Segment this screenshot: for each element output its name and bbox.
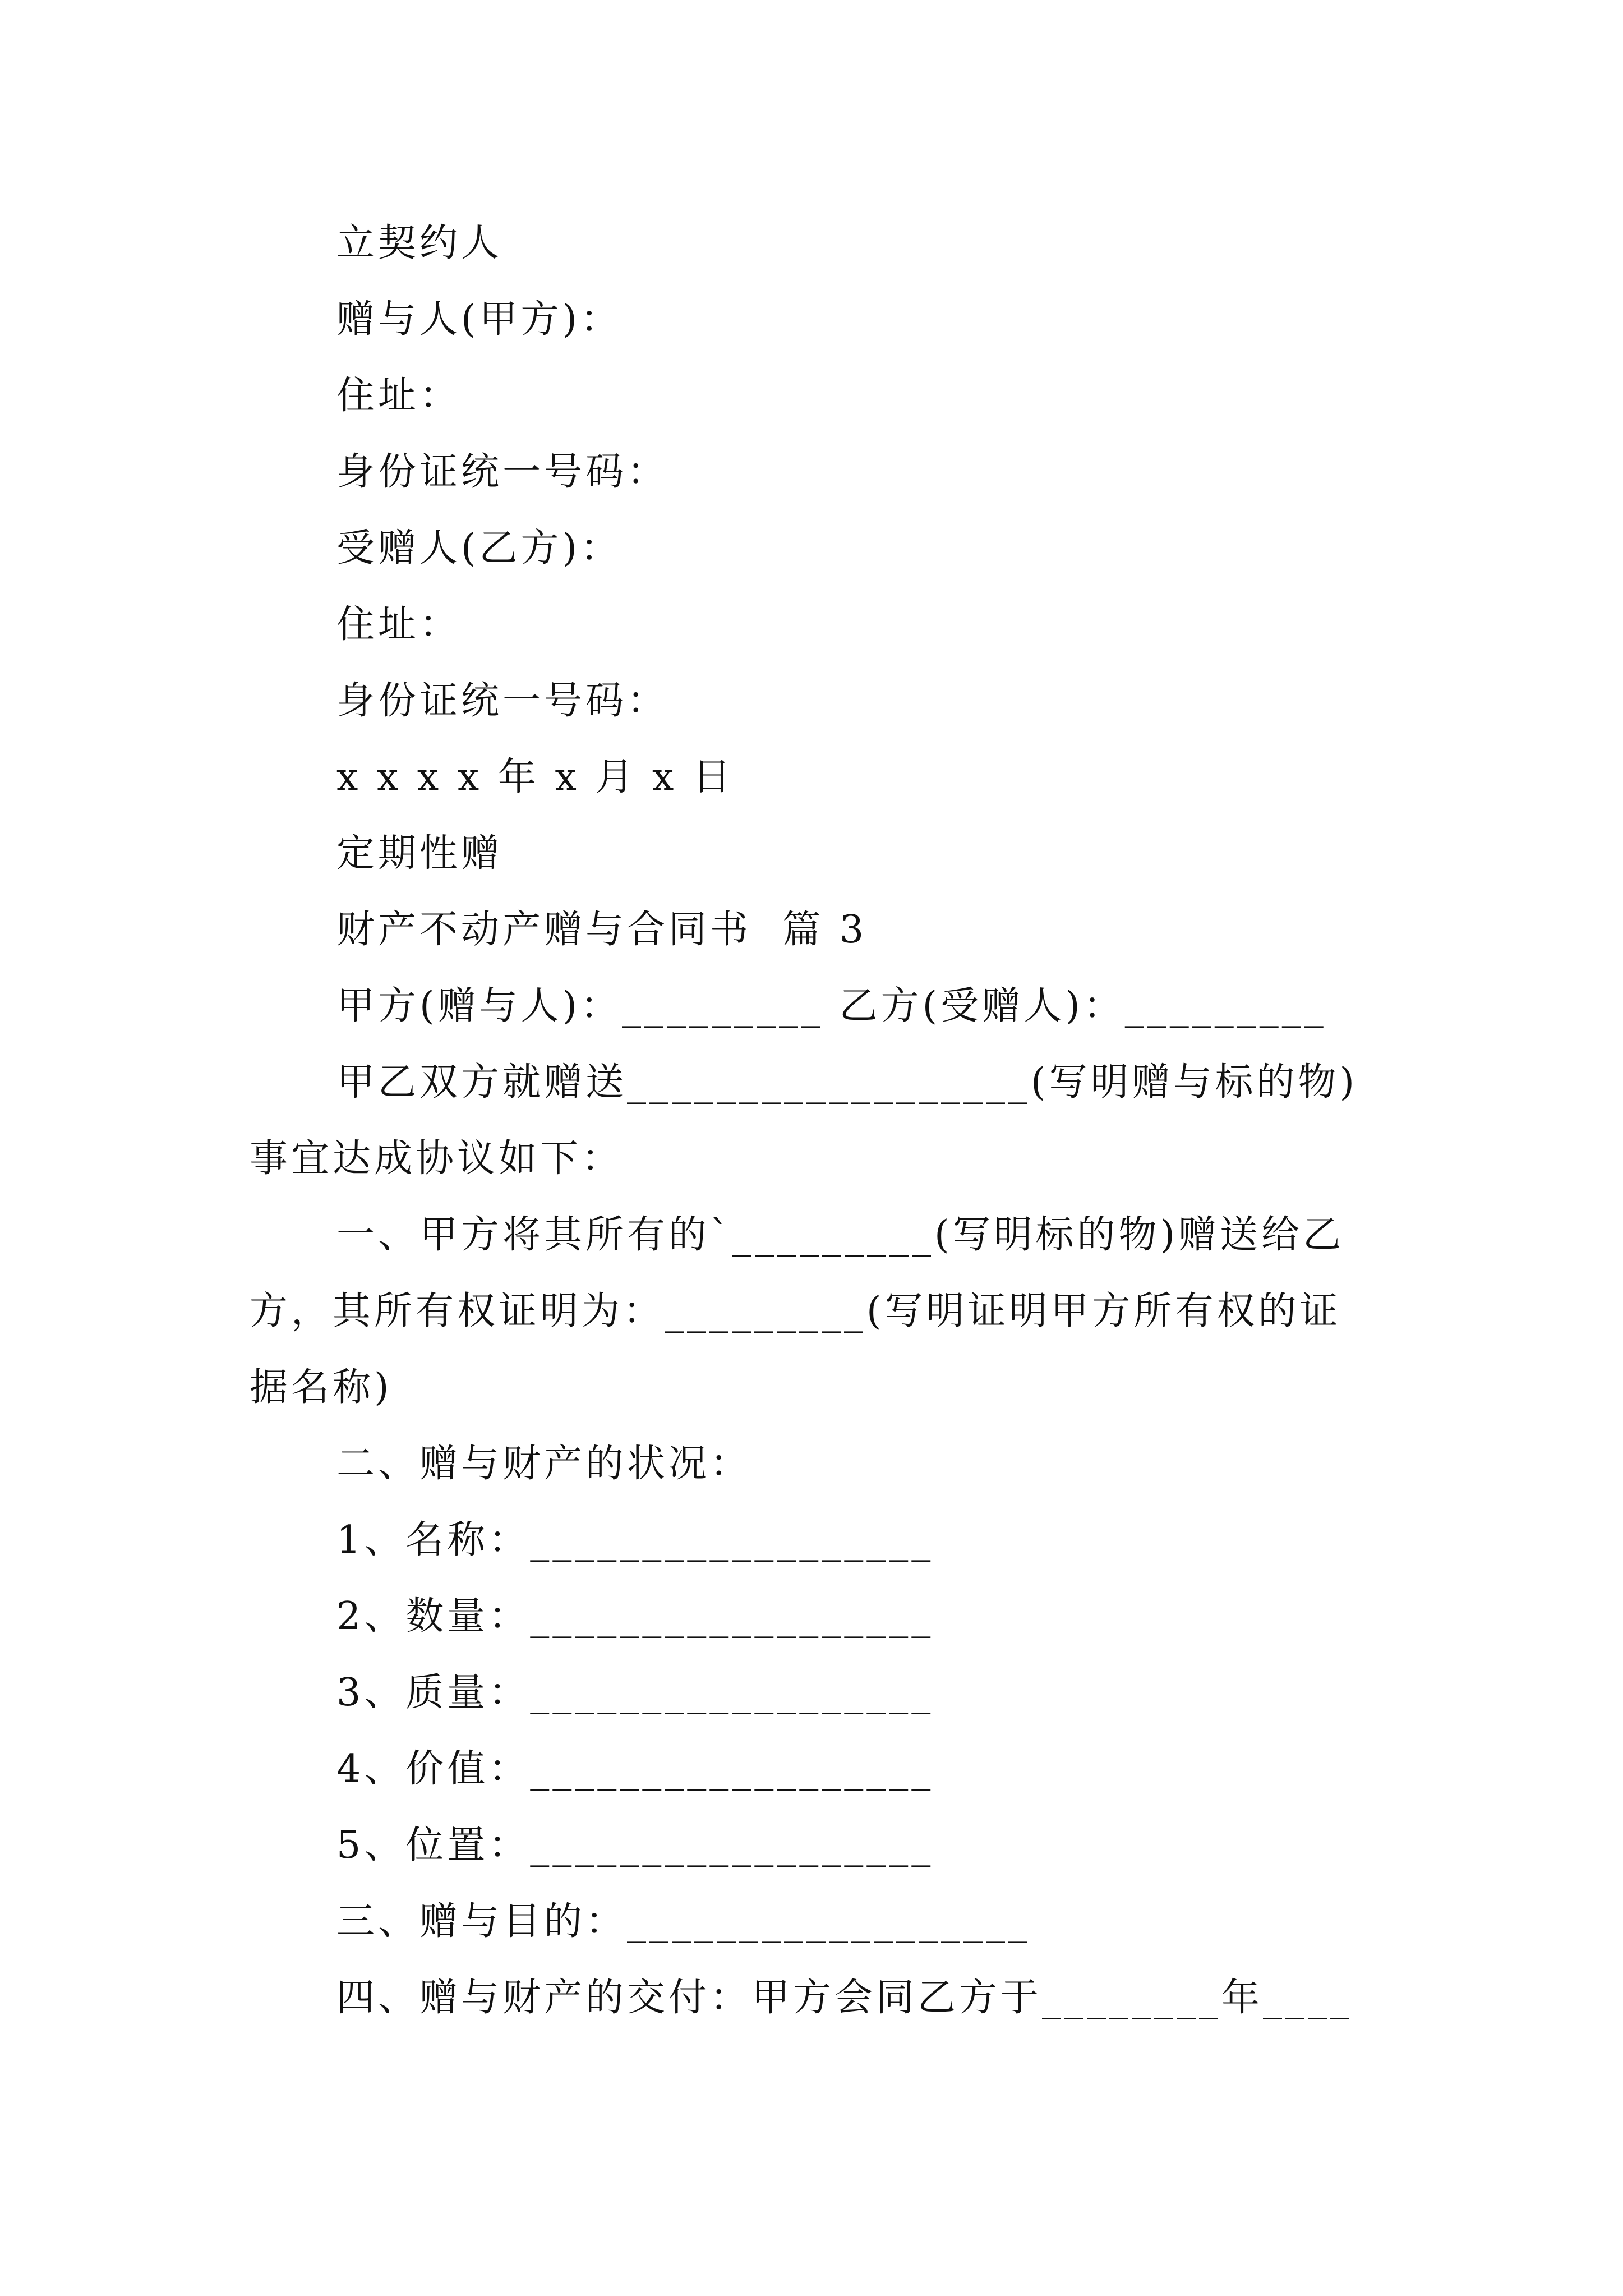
clause-3: 三、赠与目的：__________________: [336, 1899, 1031, 1944]
section-title: 财产不动产赠与合同书 篇 3: [336, 908, 868, 952]
line-agreement-intro-cont: 事宜达成协议如下：: [250, 1137, 624, 1181]
clause-2-item-location: 5、位置：__________________: [336, 1823, 934, 1867]
clause-2-item-quality: 3、质量：__________________: [336, 1671, 934, 1715]
clause-2-item-value: 4、价值：__________________: [336, 1747, 934, 1791]
line-agreement-intro: 甲乙双方就赠送__________________(写明赠与标的物): [336, 1060, 1358, 1105]
line-party-heading: 立契约人: [336, 221, 503, 265]
line-donee-address: 住址：: [336, 602, 462, 647]
line-periodic-gift: 定期性赠: [336, 831, 503, 876]
line-parties: 甲方(赠与人)：_________ 乙方(受赠人)：_________: [336, 984, 1327, 1028]
clause-2: 二、赠与财产的状况：: [336, 1442, 752, 1486]
line-date: x x x x 年 x 月 x 日: [336, 755, 735, 799]
line-donee: 受赠人(乙方)：: [336, 526, 623, 570]
line-donor-id: 身份证统一号码：: [336, 450, 669, 494]
clause-2-item-quantity: 2、数量：__________________: [336, 1594, 934, 1639]
clause-4: 四、赠与财产的交付：甲方会同乙方于________年____: [336, 1976, 1353, 2020]
clause-2-item-name: 1、名称：__________________: [336, 1518, 934, 1562]
line-donor: 赠与人(甲方)：: [336, 297, 623, 342]
line-donee-id: 身份证统一号码：: [336, 679, 669, 723]
line-donor-address: 住址：: [336, 374, 462, 418]
clause-1: 一、甲方将其所有的`_________(写明标的物)赠送给乙: [336, 1213, 1345, 1257]
clause-1-cont: 方，其所有权证明为：_________(写明证明甲方所有权的证: [250, 1289, 1341, 1333]
clause-1-cont-2: 据名称): [250, 1365, 393, 1410]
